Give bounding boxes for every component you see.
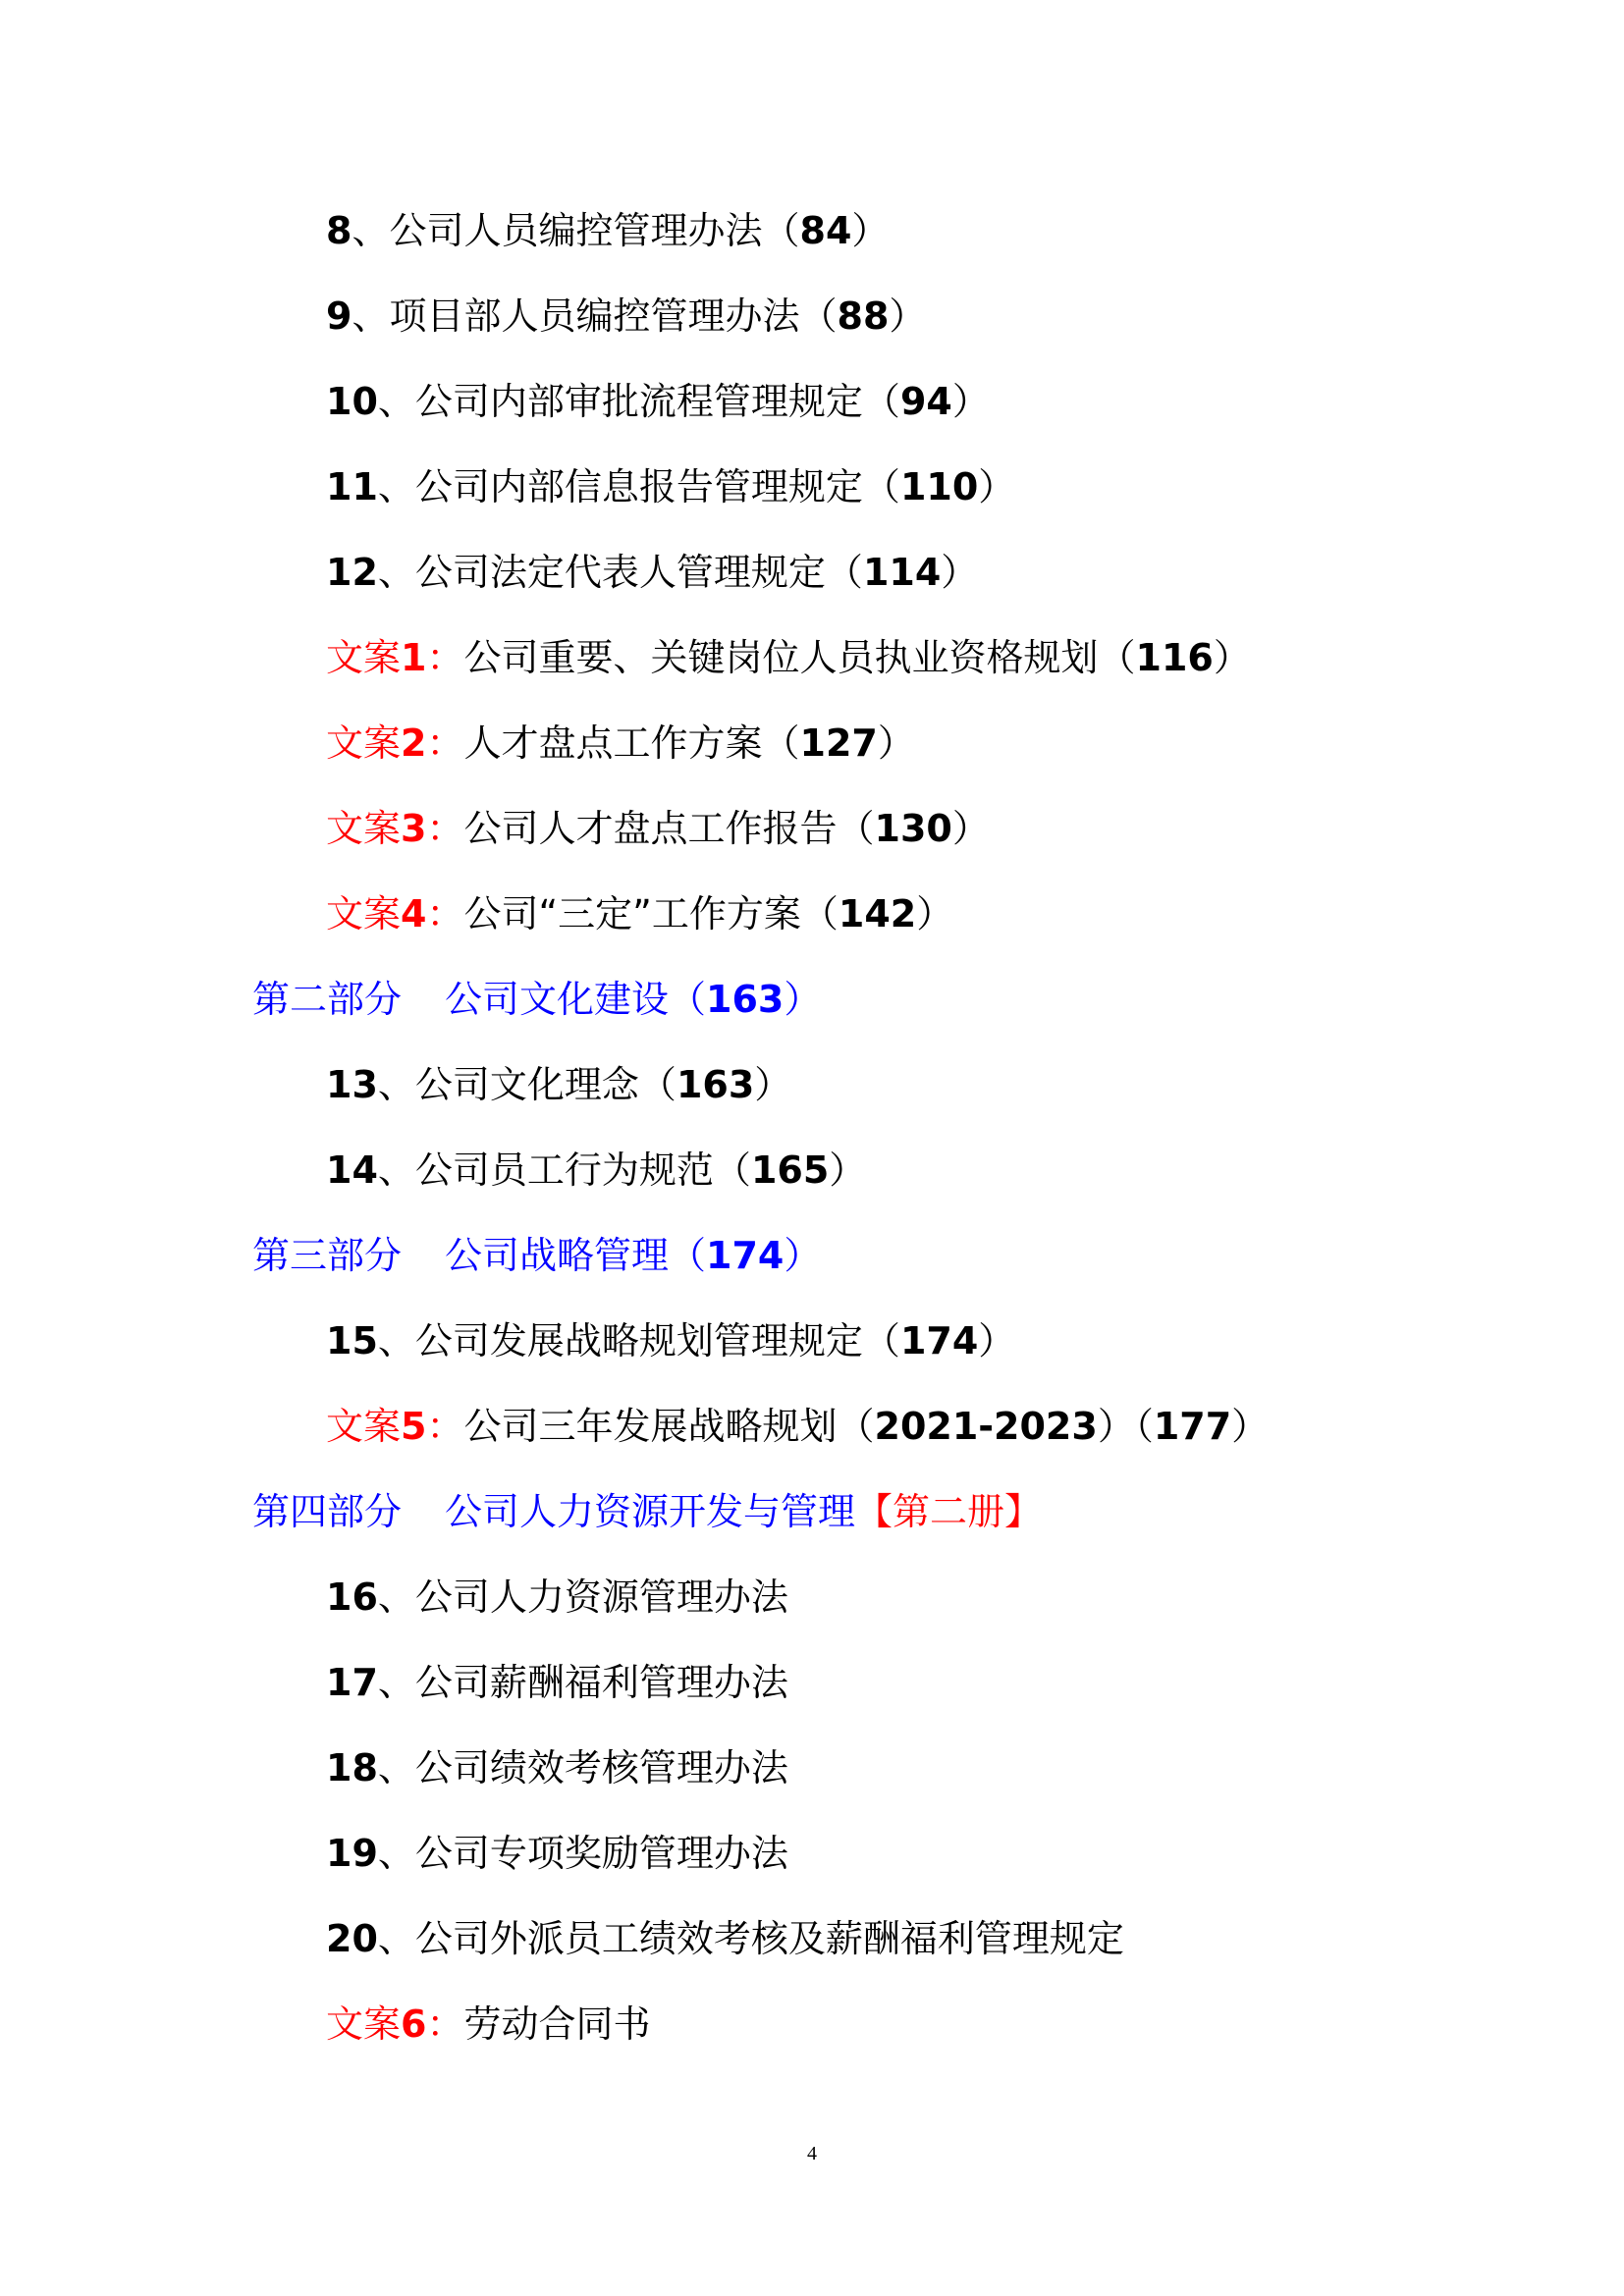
entry-number: 9 xyxy=(326,294,352,338)
entry-title: 公司外派员工绩效考核及薪酬福利管理规定 xyxy=(414,1917,1124,1960)
entry-title: 公司法定代表人管理规定 xyxy=(414,551,826,594)
volume-label: 【第二册】 xyxy=(855,1490,1043,1533)
page-ref: 163 xyxy=(706,978,785,1021)
toc-entry xyxy=(326,1062,791,1107)
open-paren: （ xyxy=(762,209,800,252)
open-paren: （ xyxy=(862,465,900,508)
toc-entry xyxy=(326,550,978,595)
close-paren: ） xyxy=(784,978,822,1021)
case-separator: ： xyxy=(426,721,464,765)
entry-number: 18 xyxy=(326,1746,378,1789)
part-heading xyxy=(252,977,821,1022)
entry-separator: 、 xyxy=(377,1575,415,1619)
toc-entry xyxy=(326,721,915,766)
page-ref: 84 xyxy=(799,209,852,252)
close-paren: ） xyxy=(829,1148,867,1192)
page-ref: 165 xyxy=(750,1148,830,1192)
entry-number: 17 xyxy=(326,1661,378,1704)
close-paren: ） xyxy=(941,551,979,594)
open-paren: （ xyxy=(762,721,800,765)
entry-title: 公司专项奖励管理办法 xyxy=(414,1832,788,1875)
entry-title: 人才盘点工作方案 xyxy=(463,721,763,765)
entry-title: 公司人才盘点工作报告 xyxy=(463,807,838,850)
entry-title: 劳动合同书 xyxy=(463,2002,651,2046)
part-title: 公司人力资源开发与管理 xyxy=(445,1490,856,1533)
entry-title: 公司薪酬福利管理办法 xyxy=(414,1661,788,1704)
close-paren: ） xyxy=(951,807,990,850)
entry-separator: 、 xyxy=(377,1148,415,1192)
open-paren: （ xyxy=(713,1148,751,1192)
entry-title: 公司“三定”工作方案 xyxy=(463,892,801,935)
entry-separator: 、 xyxy=(377,1917,415,1960)
case-separator: ： xyxy=(426,892,464,935)
toc-entry xyxy=(326,1660,788,1705)
page-ref: 174 xyxy=(899,1319,979,1362)
part-label: 第二部分 xyxy=(252,978,403,1021)
page-ref: 88 xyxy=(837,294,890,338)
entry-separator: 、 xyxy=(377,1319,415,1362)
case-number: 4 xyxy=(401,892,427,935)
page-ref: 163 xyxy=(676,1063,755,1106)
toc-entry xyxy=(326,464,1015,509)
case-separator: ： xyxy=(426,1405,464,1448)
entry-title: 公司重要、关键岗位人员执业资格规划 xyxy=(463,636,1099,679)
toc-entry xyxy=(326,379,990,424)
case-number: 1 xyxy=(401,636,427,679)
case-number: 5 xyxy=(401,1405,427,1448)
entry-separator: 、 xyxy=(377,465,415,508)
toc-entry xyxy=(326,806,990,851)
open-paren: （ xyxy=(862,1319,900,1362)
entry-title: 公司内部审批流程管理规定 xyxy=(414,380,863,423)
entry-number: 15 xyxy=(326,1319,378,1362)
entry-separator: 、 xyxy=(377,1746,415,1789)
close-paren: ） xyxy=(1231,1405,1270,1448)
page-ref: 177 xyxy=(1153,1405,1232,1448)
page-ref: 130 xyxy=(874,807,952,850)
open-paren: （ xyxy=(837,1405,875,1448)
entry-title: 公司人员编控管理办法 xyxy=(389,209,763,252)
part-label: 第四部分 xyxy=(252,1490,403,1533)
toc-entry xyxy=(326,1575,788,1620)
entry-title: 公司绩效考核管理办法 xyxy=(414,1746,788,1789)
entry-title: 公司内部信息报告管理规定 xyxy=(414,465,863,508)
close-paren: ） xyxy=(1213,636,1251,679)
entry-title: 公司发展战略规划管理规定 xyxy=(414,1319,863,1362)
open-paren: （ xyxy=(1134,1405,1154,1448)
toc-entry xyxy=(326,635,1251,680)
close-paren: ） xyxy=(754,1063,792,1106)
close-paren: ） xyxy=(916,892,954,935)
toc-entry xyxy=(326,1831,788,1876)
part-title: 公司战略管理 xyxy=(445,1234,670,1277)
close-paren: ） xyxy=(889,294,927,338)
close-paren: ） xyxy=(784,1234,822,1277)
close-paren: ） xyxy=(978,1319,1016,1362)
close-paren: ） xyxy=(1097,1405,1135,1448)
open-paren: （ xyxy=(862,380,900,423)
close-paren: ） xyxy=(951,380,990,423)
entry-number: 19 xyxy=(326,1832,378,1875)
part-title: 公司文化建设 xyxy=(445,978,670,1021)
case-separator: ： xyxy=(426,2002,464,2046)
case-prefix: 文案 xyxy=(326,807,402,850)
close-paren: ） xyxy=(851,209,890,252)
page-ref: 142 xyxy=(838,892,917,935)
open-paren: （ xyxy=(825,551,863,594)
open-paren: （ xyxy=(1098,636,1136,679)
page-number: 4 xyxy=(807,2143,817,2164)
case-prefix: 文案 xyxy=(326,2002,402,2046)
page-ref: 94 xyxy=(899,380,952,423)
case-prefix: 文案 xyxy=(326,636,402,679)
open-paren: （ xyxy=(669,978,707,1021)
entry-number: 16 xyxy=(326,1575,378,1619)
entry-number: 13 xyxy=(326,1063,378,1106)
toc-entry xyxy=(326,1916,1124,1961)
case-separator: ： xyxy=(426,636,464,679)
open-paren: （ xyxy=(799,294,838,338)
open-paren: （ xyxy=(800,892,839,935)
open-paren: （ xyxy=(638,1063,677,1106)
page-ref: 114 xyxy=(862,551,942,594)
entry-separator: 、 xyxy=(377,1832,415,1875)
entry-number: 10 xyxy=(326,380,378,423)
entry-separator: 、 xyxy=(352,294,390,338)
part-heading xyxy=(252,1489,1042,1534)
entry-separator: 、 xyxy=(352,209,390,252)
case-prefix: 文案 xyxy=(326,721,402,765)
entry-title: 项目部人员编控管理办法 xyxy=(389,294,800,338)
entry-title: 公司员工行为规范 xyxy=(414,1148,714,1192)
entry-separator: 、 xyxy=(377,551,415,594)
part-label: 第三部分 xyxy=(252,1234,403,1277)
entry-number: 12 xyxy=(326,551,378,594)
entry-separator: 、 xyxy=(377,1661,415,1704)
page-ref: 174 xyxy=(706,1234,785,1277)
close-paren: ） xyxy=(877,721,915,765)
case-prefix: 文案 xyxy=(326,1405,402,1448)
toc-entry xyxy=(326,1318,1015,1363)
case-prefix: 文案 xyxy=(326,892,402,935)
entry-number: 8 xyxy=(326,209,352,252)
case-number: 2 xyxy=(401,721,427,765)
case-number: 3 xyxy=(401,807,427,850)
part-heading xyxy=(252,1233,821,1278)
toc-entry xyxy=(326,208,889,253)
open-paren: （ xyxy=(837,807,875,850)
entry-years: 2021-2023 xyxy=(874,1405,1098,1448)
entry-title: 公司三年发展战略规划 xyxy=(463,1405,838,1448)
toc-entry xyxy=(326,891,953,936)
entry-separator: 、 xyxy=(377,380,415,423)
entry-number: 11 xyxy=(326,465,378,508)
toc-entry xyxy=(326,294,926,339)
page-ref: 116 xyxy=(1135,636,1214,679)
toc-entry xyxy=(326,1148,866,1193)
toc-entry xyxy=(326,1745,788,1790)
toc-entry xyxy=(326,2002,651,2047)
page-ref: 127 xyxy=(799,721,878,765)
entry-number: 20 xyxy=(326,1917,378,1960)
page-ref: 110 xyxy=(899,465,979,508)
entry-number: 14 xyxy=(326,1148,378,1192)
case-separator: ： xyxy=(426,807,464,850)
close-paren: ） xyxy=(978,465,1016,508)
toc-entry xyxy=(326,1404,1269,1449)
open-paren: （ xyxy=(669,1234,707,1277)
case-number: 6 xyxy=(401,2002,427,2046)
entry-title: 公司人力资源管理办法 xyxy=(414,1575,788,1619)
entry-separator: 、 xyxy=(377,1063,415,1106)
entry-title: 公司文化理念 xyxy=(414,1063,639,1106)
